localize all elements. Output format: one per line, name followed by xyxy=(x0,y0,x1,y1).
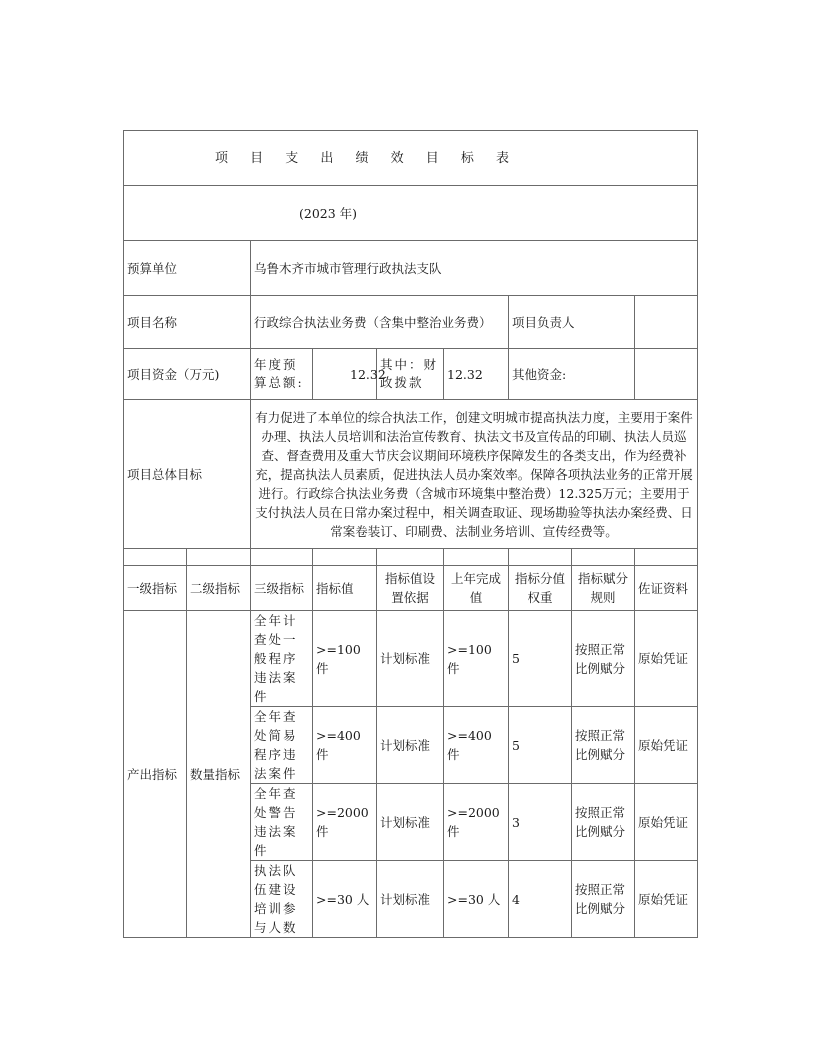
level3-cell: 全年查处简易程序违法案件 xyxy=(251,707,313,784)
spacer-cell xyxy=(313,549,377,566)
header-value: 指标值 xyxy=(313,566,377,611)
value-cell: >=2000 件 xyxy=(313,784,377,861)
project-name-label: 项目名称 xyxy=(124,296,251,349)
rule-cell: 按照正常比例赋分 xyxy=(572,707,635,784)
basis-cell: 计划标准 xyxy=(377,611,444,707)
spacer-cell xyxy=(187,549,251,566)
spacer-cell xyxy=(444,549,509,566)
budget-unit-value: 乌鲁木齐市城市管理行政执法支队 xyxy=(251,241,698,296)
last-year-cell: >=400 件 xyxy=(444,707,509,784)
budget-unit-label: 预算单位 xyxy=(124,241,251,296)
evidence-cell: 原始凭证 xyxy=(635,861,698,938)
rule-cell: 按照正常比例赋分 xyxy=(572,784,635,861)
year-cell xyxy=(124,186,698,241)
header-level1: 一级指标 xyxy=(124,566,187,611)
performance-target-table xyxy=(123,130,698,938)
level1-output-indicator: 产出指标 xyxy=(124,611,187,938)
project-name-value: 行政综合执法业务费（含集中整治业务费） xyxy=(251,296,509,349)
level2-quantity-indicator: 数量指标 xyxy=(187,611,251,938)
spacer-cell xyxy=(572,549,635,566)
basis-cell: 计划标准 xyxy=(377,784,444,861)
form-year: (2023 年) xyxy=(299,205,358,221)
table-row xyxy=(124,611,698,707)
weight-cell: 5 xyxy=(509,707,572,784)
annual-budget-value: 12.32 xyxy=(313,349,377,400)
title-cell xyxy=(124,131,698,186)
spacer-cell xyxy=(377,549,444,566)
value-cell: >=400 件 xyxy=(313,707,377,784)
weight-cell: 5 xyxy=(509,611,572,707)
project-leader-label: 项目负责人 xyxy=(509,296,635,349)
header-weight: 指标分值权重 xyxy=(509,566,572,611)
funds-label: 项目资金（万元) xyxy=(124,349,251,400)
evidence-cell: 原始凭证 xyxy=(635,707,698,784)
header-last-year: 上年完成值 xyxy=(444,566,509,611)
rule-cell: 按照正常比例赋分 xyxy=(572,611,635,707)
weight-cell: 4 xyxy=(509,861,572,938)
annual-budget-label: 年度预算总额: xyxy=(251,349,313,400)
project-leader-value xyxy=(635,296,698,349)
header-rule: 指标赋分规则 xyxy=(572,566,635,611)
spacer-cell xyxy=(509,549,572,566)
indicator-header-row xyxy=(124,566,698,611)
level3-cell: 全年查处警告违法案件 xyxy=(251,784,313,861)
overall-goal-label: 项目总体目标 xyxy=(124,400,251,549)
evidence-cell: 原始凭证 xyxy=(635,611,698,707)
header-level2: 二级指标 xyxy=(187,566,251,611)
basis-cell: 计划标准 xyxy=(377,861,444,938)
header-level3: 三级指标 xyxy=(251,566,313,611)
spacer-row xyxy=(124,549,698,566)
level3-cell: 执法队伍建设培训参与人数 xyxy=(251,861,313,938)
last-year-cell: >=30 人 xyxy=(444,861,509,938)
overall-goal-text: 有力促进了本单位的综合执法工作，创建文明城市提高执法力度，主要用于案件办理、执法人员培训和法治宣传教育、执法文书及宣传品的印刷、执法人员巡查、督查费用及重大节庆会议期间环境秩序保障发生的各类支出，作为经费补充，提高执法人员素质，促进执法人员办案效率。保障各项执法业务的正常开展进行。行政综合执法业务费（含城市环境集中整治费）12.325万元；主要用于支付执法人员在日常办案过程中，相关调查取证、现场勘验等执法办案经费、日常案卷装订、印刷费、法制业务培训、宣传经费等。 xyxy=(251,400,698,549)
value-cell: >=100 件 xyxy=(313,611,377,707)
weight-cell: 3 xyxy=(509,784,572,861)
spacer-cell xyxy=(635,549,698,566)
last-year-cell: >=100 件 xyxy=(444,611,509,707)
evidence-cell: 原始凭证 xyxy=(635,784,698,861)
basis-cell: 计划标准 xyxy=(377,707,444,784)
header-evidence: 佐证资料 xyxy=(635,566,698,611)
rule-cell: 按照正常比例赋分 xyxy=(572,861,635,938)
fiscal-allocation-value: 12.32 xyxy=(444,349,509,400)
level3-cell: 全年计查处一般程序违法案件 xyxy=(251,611,313,707)
spacer-cell xyxy=(124,549,187,566)
other-funds-value xyxy=(635,349,698,400)
header-basis: 指标值设置依据 xyxy=(377,566,444,611)
other-funds-label: 其他资金: xyxy=(509,349,635,400)
value-cell: >=30 人 xyxy=(313,861,377,938)
spacer-cell xyxy=(251,549,313,566)
form-title: 项 目 支 出 绩 效 目 标 表 xyxy=(215,150,519,166)
fiscal-allocation-label: 其中：财政拨款 xyxy=(377,349,444,400)
last-year-cell: >=2000 件 xyxy=(444,784,509,861)
